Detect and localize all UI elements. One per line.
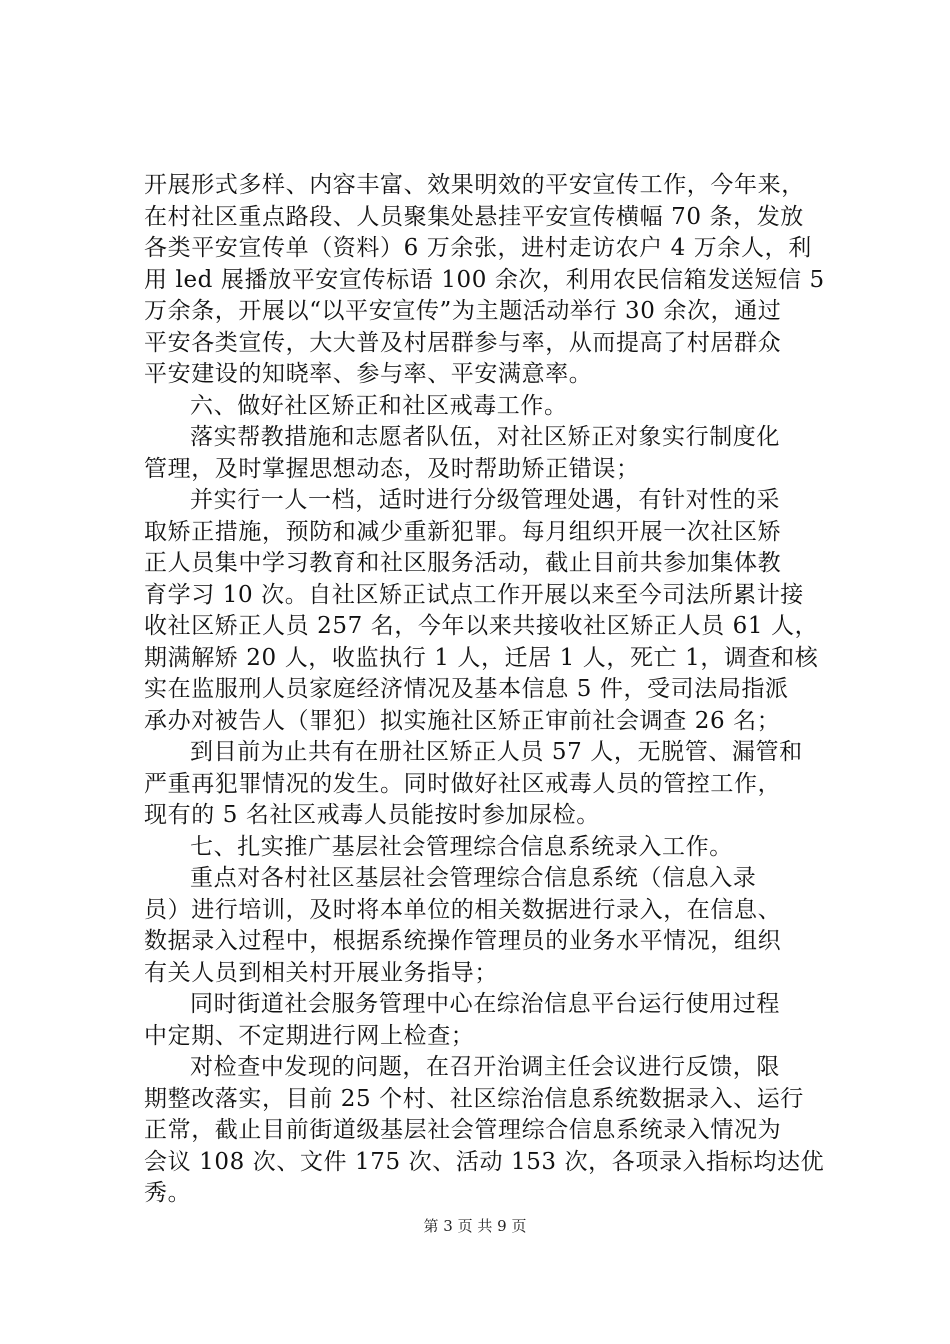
paragraph-start: 落实帮教措施和志愿者队伍，对社区矫正对象实行制度化 <box>190 424 780 450</box>
text-line: 现有的 5 名社区戒毒人员能按时参加尿检。 <box>144 802 600 828</box>
text-line: 平安各类宣传，大大普及村居群参与率，从而提高了村居群众 <box>144 329 782 356</box>
text-line: 在村社区重点路段、人员聚集处悬挂平安宣传横幅 70 条，发放 <box>144 203 804 230</box>
text-line: 收社区矫正人员 257 名，今年以来共接收社区矫正人员 61 人， <box>144 613 819 639</box>
text-line: 实在监服刑人员家庭经济情况及基本信息 5 件，受司法局指派 <box>144 676 789 702</box>
text-line: 有关人员到相关村开展业务指导； <box>144 959 498 986</box>
text-line: 各类平安宣传单（资料）6 万余张，进村走访农户 4 万余人，利 <box>144 235 812 261</box>
page-footer: 第 3 页 共 9 页 <box>423 1217 527 1235</box>
section-heading: 七、扎实推广基层社会管理综合信息系统录入工作。 <box>190 833 733 860</box>
paragraph-start: 同时街道社会服务管理中心在综治信息平台运行使用过程 <box>190 991 780 1017</box>
text-line: 管理，及时掌握思想动态，及时帮助矫正错误； <box>144 455 640 482</box>
paragraph-start: 到目前为止共有在册社区矫正人员 57 人，无脱管、漏管和 <box>190 739 803 765</box>
text-line: 承办对被告人（罪犯）拟实施社区矫正审前社会调查 26 名； <box>144 707 781 734</box>
document-body <box>144 170 834 1210</box>
text-line: 严重再犯罪情况的发生。同时做好社区戒毒人员的管控工作， <box>144 770 782 797</box>
text-line: 正人员集中学习教育和社区服务活动，截止目前共参加集体教 <box>144 550 782 576</box>
text-line: 开展形式多样、内容丰富、效果明效的平安宣传工作，今年来， <box>144 172 805 198</box>
text-line: 数据录入过程中，根据系统操作管理员的业务水平情况，组织 <box>144 928 782 954</box>
paragraph-start: 重点对各村社区基层社会管理综合信息系统（信息入录 <box>190 865 757 891</box>
text-line: 育学习 10 次。自社区矫正试点工作开展以来至今司法所累计接 <box>144 581 804 608</box>
paragraph-start: 并实行一人一档，适时进行分级管理处遇，有针对性的采 <box>190 487 780 513</box>
section-heading: 六、做好社区矫正和社区戒毒工作。 <box>190 392 568 419</box>
text-line: 期满解矫 20 人，收监执行 1 人，迁居 1 人，死亡 1，调查和核 <box>144 644 819 671</box>
text-line: 中定期、不定期进行网上检查； <box>144 1022 475 1049</box>
text-line: 期整改落实，目前 25 个村、社区综治信息系统数据录入、运行 <box>144 1085 804 1112</box>
paragraph-start: 对检查中发现的问题，在召开治调主任会议进行反馈，限 <box>190 1054 780 1080</box>
text-line: 秀。 <box>144 1180 192 1206</box>
text-line: 正常，截止目前街道级基层社会管理综合信息系统录入情况为 <box>144 1117 782 1143</box>
text-line: 万余条，开展以“以平安宣传”为主题活动举行 30 余次，通过 <box>144 298 782 324</box>
text-line: 会议 108 次、文件 175 次、活动 153 次，各项录入指标均达优 <box>144 1148 825 1175</box>
text-line: 用 led 展播放平安宣传标语 100 余次，利用农民信箱发送短信 5 <box>144 266 825 293</box>
text-line: 取矫正措施，预防和减少重新犯罪。每月组织开展一次社区矫 <box>144 518 782 545</box>
text-line: 员）进行培训，及时将本单位的相关数据进行录入，在信息、 <box>144 896 782 923</box>
text-line: 平安建设的知晓率、参与率、平安满意率。 <box>144 361 593 387</box>
